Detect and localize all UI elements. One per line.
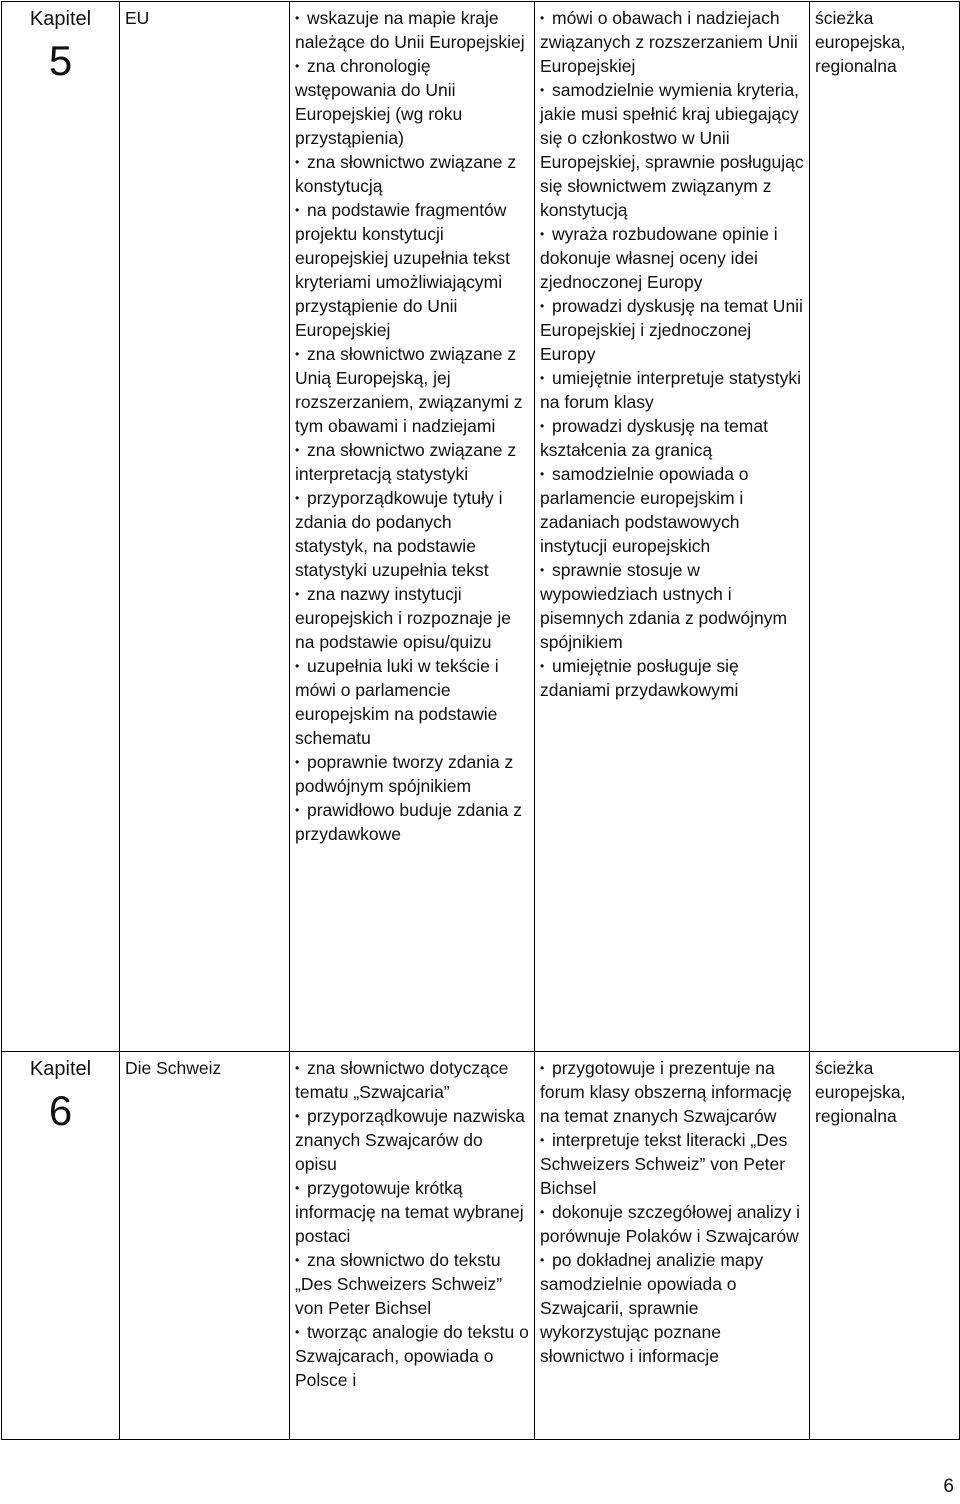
list-item — [295, 342, 529, 438]
bullet-icon: • — [540, 1061, 545, 1075]
list-item-text: prawidłowo buduje zdania z przydawkowe — [295, 800, 522, 844]
list-item-text: zna słownictwo związane z konstytucją — [295, 152, 517, 196]
list-item — [295, 654, 529, 750]
chapter-word: Kapitel — [29, 8, 92, 30]
list-item — [295, 438, 529, 486]
bullet-icon: • — [540, 1133, 545, 1147]
list-item-text: zna chronologię wstępowania do Unii Europejskiej (wg roku przystąpienia) — [295, 56, 463, 148]
list-item-text: prowadzi dyskusję na temat kształcenia za granicą — [540, 416, 768, 460]
bullet-icon: • — [295, 659, 300, 673]
list-item — [540, 294, 804, 366]
bullet-icon: • — [295, 11, 300, 25]
basic-requirements-list — [295, 1056, 529, 1392]
list-item-text: zna nazwy instytucji europejskich i rozpoznaje je na podstawie opisu/quizu — [295, 584, 511, 652]
list-item — [540, 1200, 804, 1248]
chapter-cell — [2, 1052, 120, 1440]
list-item-text: umiejętnie interpretuje statystyki na forum klasy — [540, 368, 801, 412]
list-item-text: wskazuje na mapie kraje należące do Unii Europejskiej — [295, 8, 525, 52]
list-item-text: przyporządkowuje nazwiska znanych Szwajcarów do opisu — [295, 1106, 525, 1174]
bullet-icon: • — [540, 299, 545, 313]
list-item-text: zna słownictwo związane z Unią Europejską, jej rozszerzaniem, związanymi z tym obawami i nadziejami — [295, 344, 523, 436]
list-item-text: przyporządkowuje tytuły i zdania do podanych statystyk, na podstawie statystyki uzupełnia tekst — [295, 488, 503, 580]
basic-requirements-cell — [290, 1052, 535, 1440]
list-item-text: interpretuje tekst literacki „Des Schweizers Schweiz” von Peter Bichsel — [540, 1130, 788, 1198]
bullet-icon: • — [540, 419, 545, 433]
bullet-icon: • — [295, 59, 300, 73]
list-item — [540, 78, 804, 222]
list-item-text: zna słownictwo związane z interpretacją statystyki — [295, 440, 517, 484]
bullet-icon: • — [295, 443, 300, 457]
extended-requirements-cell — [535, 2, 810, 1052]
topic-cell: EU — [120, 2, 290, 1052]
page-number: 6 — [943, 1476, 954, 1497]
bullet-icon: • — [295, 755, 300, 769]
bullet-icon: • — [540, 1205, 545, 1219]
list-item-text: poprawnie tworzy zdania z podwójnym spójnikiem — [295, 752, 514, 796]
chapter-cell — [2, 2, 120, 1052]
list-item — [295, 6, 529, 54]
bullet-icon: • — [295, 491, 300, 505]
list-item-text: wyraża rozbudowane opinie i dokonuje własnej oceny idei zjednoczonej Europy — [540, 224, 778, 292]
chapter-number: 6 — [48, 1087, 73, 1134]
bullet-icon: • — [295, 803, 300, 817]
list-item — [540, 462, 804, 558]
bullet-icon: • — [540, 659, 545, 673]
list-item — [540, 558, 804, 654]
bullet-icon: • — [295, 203, 300, 217]
extended-requirements-list — [540, 6, 804, 702]
list-item — [295, 798, 529, 846]
education-path-cell: ścieżka europejska, regionalna — [810, 2, 960, 1052]
list-item-text: przygotowuje krótką informację na temat wybranej postaci — [295, 1178, 524, 1246]
list-item — [540, 414, 804, 462]
list-item — [295, 582, 529, 654]
list-item — [295, 1320, 529, 1392]
bullet-icon: • — [295, 1253, 300, 1267]
bullet-icon: • — [295, 587, 300, 601]
list-item-text: samodzielnie opowiada o parlamencie europejskim i zadaniach podstawowych instytucji europejskich — [540, 464, 749, 556]
bullet-icon: • — [295, 1109, 300, 1123]
bullet-icon: • — [540, 563, 545, 577]
bullet-icon: • — [295, 1061, 300, 1075]
bullet-icon: • — [540, 11, 545, 25]
list-item — [295, 150, 529, 198]
bullet-icon: • — [295, 1181, 300, 1195]
extended-requirements-cell — [535, 1052, 810, 1440]
list-item — [295, 1104, 529, 1176]
list-item — [295, 198, 529, 342]
list-item-text: zna słownictwo dotyczące tematu „Szwajcaria” — [295, 1058, 509, 1102]
bullet-icon: • — [295, 155, 300, 169]
bullet-icon: • — [540, 467, 545, 481]
bullet-icon: • — [540, 83, 545, 97]
list-item-text: na podstawie fragmentów projektu konstytucji europejskiej uzupełnia tekst kryteriami umożliwiającymi przystąpienie do Unii Europejskiej — [295, 200, 510, 340]
list-item-text: prowadzi dyskusję na temat Unii Europejskiej i zjednoczonej Europy — [540, 296, 803, 364]
list-item — [295, 1056, 529, 1104]
curriculum-table — [1, 1, 960, 1440]
list-item-text: dokonuje szczegółowej analizy i porównuje Polaków i Szwajcarów — [540, 1202, 801, 1246]
list-item-text: sprawnie stosuje w wypowiedziach ustnych i pisemnych zdania z podwójnym spójnikiem — [540, 560, 788, 652]
list-item — [295, 1176, 529, 1248]
list-item-text: po dokładnej analizie mapy samodzielnie opowiada o Szwajcarii, sprawnie wykorzystując poznane słownictwo i informacje — [540, 1250, 764, 1366]
topic-cell: Die Schweiz — [120, 1052, 290, 1440]
list-item — [540, 1248, 804, 1368]
list-item — [295, 54, 529, 150]
chapter-word: Kapitel — [29, 1058, 92, 1080]
list-item-text: mówi o obawach i nadziejach związanych z rozszerzaniem Unii Europejskiej — [540, 8, 798, 76]
table-row-chapter-5 — [2, 2, 960, 1052]
table-row-chapter-6 — [2, 1052, 960, 1440]
list-item — [295, 1248, 529, 1320]
list-item — [540, 6, 804, 78]
list-item-text: przygotowuje i prezentuje na forum klasy obszerną informację na temat znanych Szwajcarów — [540, 1058, 792, 1126]
basic-requirements-list — [295, 6, 529, 846]
list-item-text: samodzielnie wymienia kryteria, jakie musi spełnić kraj ubiegający się o członkostwo w Unii Europejskiej, sprawnie posługując się słownictwem związanym z konstytucją — [540, 80, 804, 220]
extended-requirements-list — [540, 1056, 804, 1368]
list-item — [540, 222, 804, 294]
list-item — [540, 1128, 804, 1200]
list-item — [295, 750, 529, 798]
list-item-text: umiejętnie posługuje się zdaniami przydawkowymi — [540, 656, 739, 700]
list-item-text: zna słownictwo do tekstu „Des Schweizers Schweiz” von Peter Bichsel — [295, 1250, 503, 1318]
bullet-icon: • — [295, 347, 300, 361]
education-path-cell: ścieżka europejska, regionalna — [810, 1052, 960, 1440]
bullet-icon: • — [295, 1325, 300, 1339]
bullet-icon: • — [540, 1253, 545, 1267]
list-item-text: tworząc analogie do tekstu o Szwajcarach, opowiada o Polsce i — [295, 1322, 529, 1390]
bullet-icon: • — [540, 227, 545, 241]
list-item — [295, 486, 529, 582]
list-item — [540, 366, 804, 414]
chapter-number: 5 — [48, 37, 73, 84]
bullet-icon: • — [540, 371, 545, 385]
basic-requirements-cell — [290, 2, 535, 1052]
list-item-text: uzupełnia luki w tekście i mówi o parlamencie europejskim na podstawie schematu — [295, 656, 499, 748]
list-item — [540, 1056, 804, 1128]
list-item — [540, 654, 804, 702]
